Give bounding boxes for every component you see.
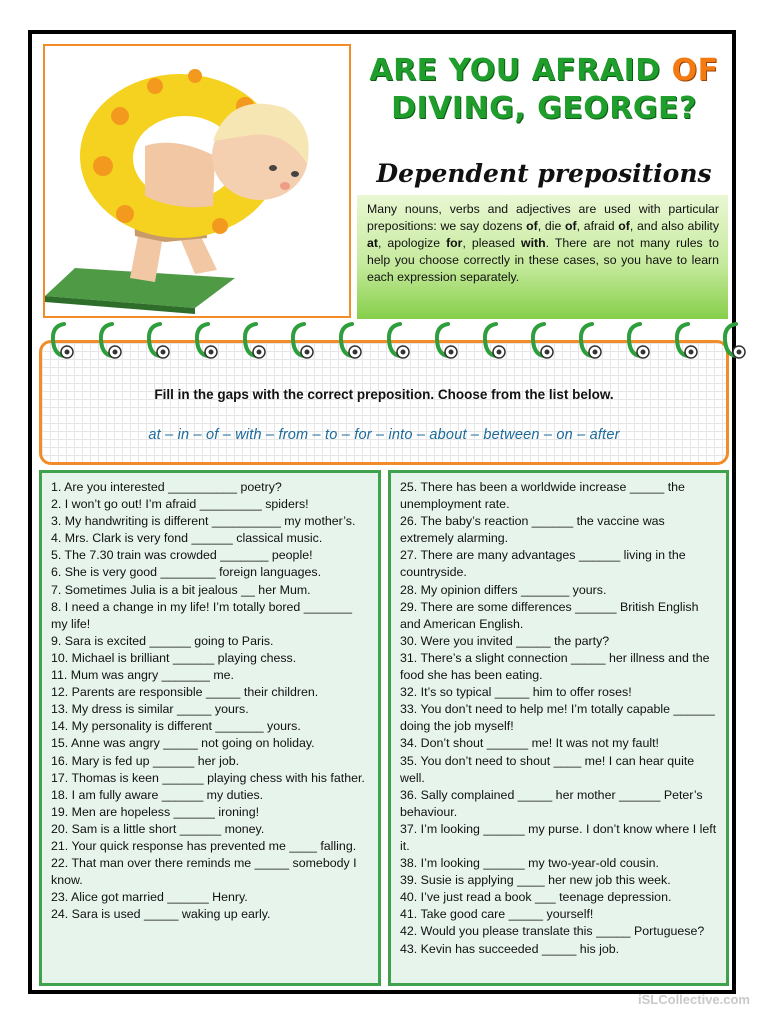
spiral-ring-icon	[192, 322, 220, 362]
spiral-ring-icon	[432, 322, 460, 362]
exercise-item: 11. Mum was angry _______ me.	[51, 668, 234, 683]
exercise-item: 19. Men are hopeless ______ ironing!	[51, 804, 260, 819]
preposition-options: at – in – of – with – from – to – for – into – about – between – on – after	[148, 427, 620, 443]
exercise-item: 14. My personality is different _______ yours.	[51, 719, 301, 734]
exercise-item: 27. There are many advantages ______ living in the countryside.	[400, 548, 686, 580]
exercise-item: 20. Sam is a little short ______ money.	[51, 821, 265, 836]
exercise-item: 34. Don’t shout ______ me! It was not my fault!	[400, 736, 659, 751]
spiral-ring-icon	[240, 322, 268, 362]
spiral-ring-icon	[336, 322, 364, 362]
page-title	[358, 52, 730, 128]
exercise-item: 2. I won’t go out! I’m afraid _________ spiders!	[51, 497, 309, 512]
spiral-ring-icon	[96, 322, 124, 362]
title-accent: OF	[671, 53, 719, 88]
spiral-ring-icon	[624, 322, 652, 362]
exercise-item: 1. Are you interested __________ poetry?	[51, 480, 282, 494]
spiral-ring-icon	[288, 322, 316, 362]
exercise-item: 31. There’s a slight connection _____ her illness and the food she has been eating.	[400, 650, 710, 683]
exercise-column-left	[39, 470, 381, 986]
exercise-item: 43. Kevin has succeeded _____ his job.	[400, 941, 620, 956]
exercise-item: 24. Sara is used _____ waking up early.	[51, 907, 271, 922]
exercise-item: 9. Sara is excited ______ going to Paris.	[51, 633, 274, 648]
spiral-ring-icon	[48, 322, 76, 362]
exercise-item: 6. She is very good ________ foreign languages.	[51, 565, 322, 580]
illustration-boy-with-float	[43, 44, 351, 318]
exercise-item: 13. My dress is similar _____ yours.	[51, 702, 249, 717]
title-part2: DIVING, GEORGE?	[391, 91, 697, 126]
exercise-item: 26. The baby’s reaction ______ the vaccine was extremely alarming.	[400, 514, 665, 546]
exercise-item: 17. Thomas is keen ______ playing chess with his father.	[51, 770, 365, 785]
exercise-item: 25. There has been a worldwide increase _____ the unemployment rate.	[400, 480, 685, 512]
exercise-item: 5. The 7.30 train was crowded _______ people!	[51, 548, 313, 563]
exercise-item: 37. I’m looking ______ my purse. I don’t know where I left it.	[400, 821, 717, 853]
exercise-item: 15. Anne was angry _____ not going on holiday.	[51, 736, 315, 751]
exercise-item: 3. My handwriting is different __________ my mother’s.	[51, 514, 356, 529]
spiral-binding	[48, 322, 728, 362]
spiral-ring-icon	[576, 322, 604, 362]
exercise-item: 23. Alice got married ______ Henry.	[51, 890, 248, 905]
spiral-ring-icon	[384, 322, 412, 362]
exercise-item: 28. My opinion differs _______ yours.	[400, 582, 607, 597]
exercise-item: 41. Take good care _____ yourself!	[400, 907, 594, 922]
exercise-item: 16. Mary is fed up ______ her job.	[51, 753, 240, 768]
exercise-item: 8. I need a change in my life! I’m totally bored _______ my life!	[51, 599, 353, 631]
exercise-item: 21. Your quick response has prevented me ____ falling.	[51, 838, 357, 853]
instructions-text: Fill in the gaps with the correct preposition. Choose from the list below.	[154, 387, 614, 402]
title-part1: ARE YOU AFRAID	[369, 53, 672, 88]
exercise-item: 18. I am fully aware ______ my duties.	[51, 787, 264, 802]
exercise-item: 35. You don’t need to shout ____ me! I can hear quite well.	[400, 753, 695, 785]
exercise-item: 33. You don’t need to help me! I’m totally capable ______ doing the job myself!	[400, 702, 715, 734]
exercise-item: 42. Would you please translate this _____ Portuguese?	[400, 924, 705, 939]
page-subtitle: Dependent prepositions	[376, 159, 712, 188]
exercise-item: 36. Sally complained _____ her mother ______ Peter’s behaviour.	[400, 787, 703, 819]
exercise-item: 38. I’m looking ______ my two-year-old cousin.	[400, 856, 659, 871]
intro-box: Many nouns, verbs and adjectives are used with particular prepositions: we say dozens of, die of, afraid of, and also ability at, apologize for, pleased with. There are not many rules to help you choose correctly in these cases, so you have to learn each expression separately.	[357, 195, 728, 319]
exercise-item: 39. Susie is applying ____ her new job this week.	[400, 873, 671, 888]
spiral-ring-icon	[144, 322, 172, 362]
watermark: iSLCollective.com	[638, 992, 750, 1007]
exercise-item: 32. It’s so typical _____ him to offer roses!	[400, 685, 632, 700]
spiral-ring-icon	[672, 322, 700, 362]
exercise-item: 12. Parents are responsible _____ their children.	[51, 685, 319, 700]
exercise-item: 22. That man over there reminds me _____ somebody I know.	[51, 856, 357, 888]
spiral-ring-icon	[720, 322, 748, 362]
exercise-item: 4. Mrs. Clark is very fond ______ classical music.	[51, 531, 323, 546]
exercise-item: 7. Sometimes Julia is a bit jealous __ her Mum.	[51, 582, 311, 597]
spiral-ring-icon	[480, 322, 508, 362]
exercise-column-right	[388, 470, 729, 986]
spiral-ring-icon	[528, 322, 556, 362]
exercise-item: 30. Were you invited _____ the party?	[400, 633, 610, 648]
exercise-item: 29. There are some differences ______ British English and American English.	[400, 599, 699, 631]
exercise-item: 10. Michael is brilliant ______ playing chess.	[51, 650, 297, 665]
exercise-item: 40. I’ve just read a book ___ teenage depression.	[400, 890, 672, 905]
